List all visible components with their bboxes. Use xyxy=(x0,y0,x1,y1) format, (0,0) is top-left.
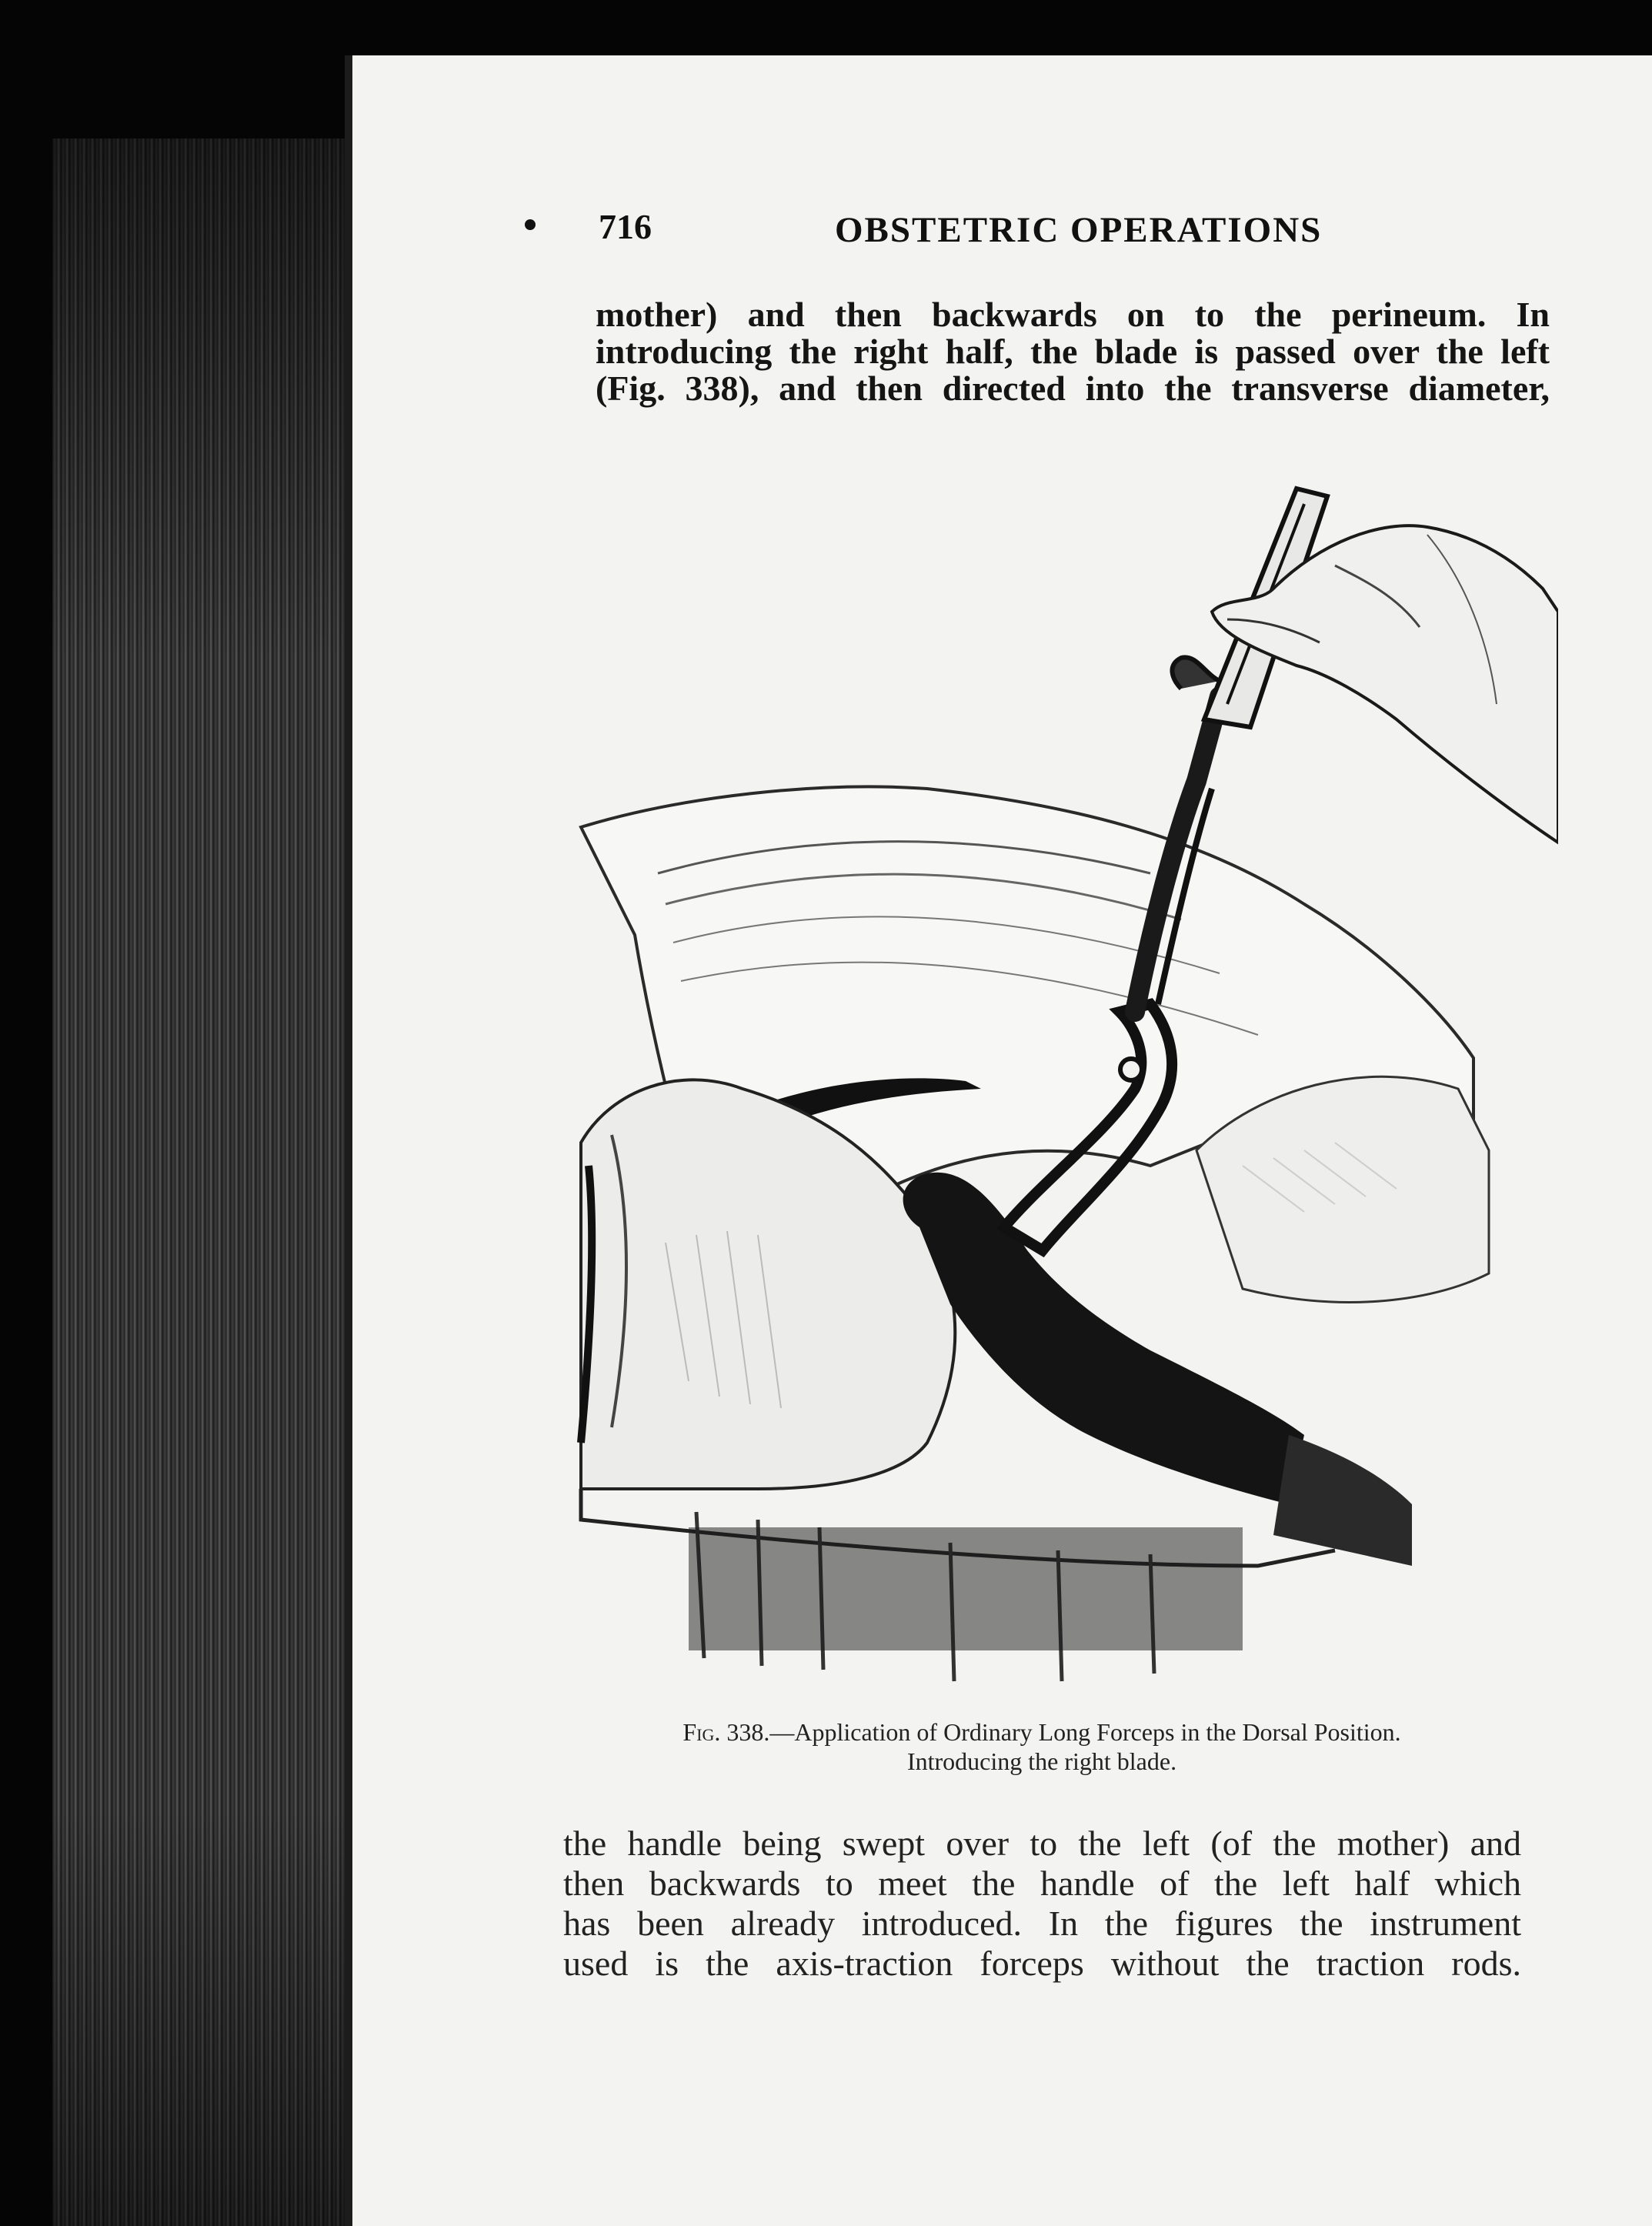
paragraph-top xyxy=(596,296,1550,407)
caption-line xyxy=(558,1717,1526,1747)
text-line: used is the axis-traction forceps without the traction rods. xyxy=(563,1944,1521,1983)
page-number: 716 xyxy=(599,207,652,246)
text-line: then backwards to meet the handle of the left half which xyxy=(563,1864,1521,1903)
bullet-mark xyxy=(525,219,536,230)
book-edge-shadow xyxy=(52,138,345,2226)
caption-text: —Application of Ordinary Long Forceps in the Dorsal Position. xyxy=(769,1718,1401,1746)
caption-line-2: Introducing the right blade. xyxy=(906,1747,1177,1775)
paragraph-bottom xyxy=(563,1824,1521,1984)
text-line: introducing the right half, the blade is passed over the left xyxy=(596,332,1550,371)
text-line: mother) and then backwards on to the perineum. In xyxy=(596,295,1550,334)
running-head: OBSTETRIC OPERATIONS xyxy=(835,210,1323,250)
figure-caption xyxy=(558,1717,1526,1776)
text-line: the handle being swept over to the left (of the mother) and xyxy=(563,1824,1521,1863)
text-line: (Fig. 338), and then directed into the transverse diameter, xyxy=(596,369,1550,408)
figure-illustration xyxy=(566,473,1558,1685)
figure-label: Fig. 338. xyxy=(682,1718,770,1746)
text-line: has been already introduced. In the figures the instrument xyxy=(563,1904,1521,1943)
